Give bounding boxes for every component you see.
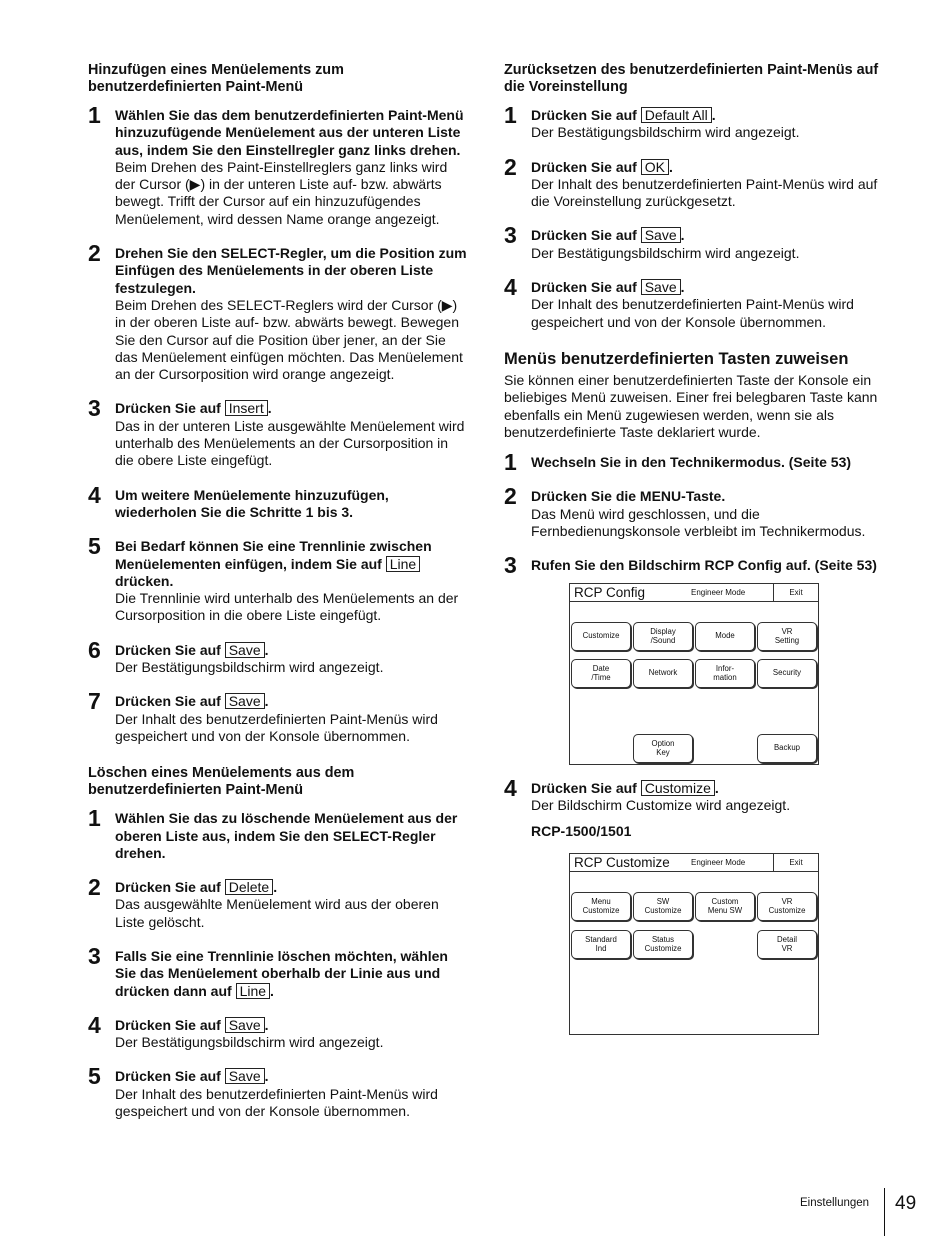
delete-step-3: 3 Falls Sie eine Trennlinie löschen möchten, wählen Sie das Menüelement oberhalb der Linie aus und drücken dann auf Line . xyxy=(88,942,448,999)
backup-button: Backup xyxy=(757,734,817,763)
add-step-1: 1 Wählen Sie das dem benutzerdefinierten Paint-Menü hinzuzufügende Menüelement aus der unteren Liste aus, indem Sie den Einstellregler ganz links drehen. Beim Drehen des Paint-Einstellreglers ganz links wird der Cursor (▶) in der unteren Liste auf- bzw. abwärts bewegt. Trifft der Cursor auf ein hinzuzufügendes Menüelement, wird dessen Name orange angezeigt. xyxy=(88,102,464,227)
assign-step-2: 2 Drücken Sie die MENU-Taste. Das Menü wird geschlossen, und die Fernbedienungskonsole verbleibt im Technikermodus. xyxy=(504,483,866,540)
default-all-button: Default All xyxy=(641,107,712,123)
footer-section-label: Einstellungen xyxy=(800,1197,870,1209)
page-number: 49 xyxy=(895,1193,917,1214)
ok-button: OK xyxy=(641,159,669,175)
network-button: Network xyxy=(633,659,693,688)
mode-button: Mode xyxy=(695,622,755,651)
insert-button: Insert xyxy=(225,400,268,416)
standard-ind-button: Standard Ind xyxy=(571,930,631,959)
status-customize-button: Status Customize xyxy=(633,930,693,959)
display-sound-button: Display /Sound xyxy=(633,622,693,651)
rcp-config-screen xyxy=(569,583,819,765)
sw-customize-button: SW Customize xyxy=(633,892,693,921)
save-button: Save xyxy=(225,1017,265,1033)
delete-step-5: 5 Drücken Sie auf Save . Der Inhalt des benutzerdefinierten Paint-Menüs wird gespeichert und von der Konsole übernommen. xyxy=(88,1063,438,1120)
rcp-customize-screen xyxy=(569,853,819,1035)
reset-step-2: 2 Drücken Sie auf OK . Der Inhalt des benutzerdefinierten Paint-Menüs wird auf die Voreinstellung zurückgesetzt. xyxy=(504,153,878,210)
add-section-title: Hinzufügen eines Menüelements zum benutzerdefinierten Paint-Menü xyxy=(88,62,344,95)
assign-step-4: 4 Drücken Sie auf Customize . Der Bildschirm Customize wird angezeigt. RCP-1500/1501 xyxy=(504,780,886,841)
add-step-7: 7 Drücken Sie auf Save . Der Inhalt des benutzerdefinierten Paint-Menüs wird gespeichert und von der Konsole übernommen. xyxy=(88,688,438,744)
save-button: Save xyxy=(225,642,265,658)
left-column xyxy=(88,62,470,1137)
model-label: RCP-1500/1501 xyxy=(531,823,632,840)
save-button: Save xyxy=(641,279,681,295)
delete-step-1: 1 Wählen Sie das zu löschende Menüelement aus der oberen Liste aus, indem Sie den SELECT-Regler drehen. xyxy=(88,805,458,861)
add-step-5: 5 Bei Bedarf können Sie eine Trennlinie zwischen Menüelementen einfügen, indem Sie auf Line drücken. Die Trennlinie wird unterhalb des Menüelements an der Cursorposition in die obere Liste eingefügt. xyxy=(88,533,459,624)
assign-intro: Sie können einer benutzerdefinierten Taste der Konsole ein beliebiges Menü zuweisen. Einer frei belegbaren Taste kann ebenfalls ein Menü zugewiesen werden, wenn sie als benutzerdefinierte Taste deklariert wurde. xyxy=(504,371,878,440)
add-step-2: 2 Drehen Sie den SELECT-Regler, um die Position zum Einfügen des Menüelements in der oberen Liste festzulegen. Beim Drehen des SELECT-Reglers wird der Cursor (▶) in der oberen Liste auf- bzw. abwärts bewegt. Bewegen Sie den Cursor auf die Position über jener, an der Sie das Menüelement einfügen möchten. Das Menüelement an der Cursorposition wird orange angezeigt. xyxy=(88,240,467,383)
date-time-button: Date /Time xyxy=(571,659,631,688)
vr-customize-button: VR Customize xyxy=(757,892,817,921)
line-button: Line xyxy=(236,983,270,999)
screen-title: RCP Config xyxy=(574,584,646,600)
assign-step-1: 1 Wechseln Sie in den Technikermodus. (Seite 53) xyxy=(504,449,852,476)
exit-button: Exit xyxy=(773,854,818,871)
add-step-3: 3 Drücken Sie auf Insert . Das in der unteren Liste ausgewählte Menüelement wird unterhalb des Menüelements an der Cursorposition in die obere Liste eingefügt. xyxy=(88,395,465,469)
security-button: Security xyxy=(757,659,817,688)
right-column xyxy=(504,62,886,1035)
add-step-6: 6 Drücken Sie auf Save . Der Bestätigungsbildschirm wird angezeigt. xyxy=(88,636,384,676)
engineer-mode-label: Engineer Mode xyxy=(691,587,746,597)
vr-setting-button: VR Setting xyxy=(757,622,817,651)
assign-section-title: Menüs benutzerdefinierten Tasten zuweisen xyxy=(504,349,849,368)
add-step-4: 4 Um weitere Menüelemente hinzuzufügen, wiederholen Sie die Schritte 1 bis 3. xyxy=(88,481,389,520)
delete-step-2: 2 Drücken Sie auf Delete . Das ausgewählte Menüelement wird aus der oberen Liste gelöscht. xyxy=(88,874,439,930)
save-button: Save xyxy=(641,227,681,243)
screen-title: RCP Customize xyxy=(574,854,670,870)
reset-section-title: Zurücksetzen des benutzerdefinierten Paint-Menüs auf die Voreinstellung xyxy=(504,62,879,95)
information-button: Infor- mation xyxy=(695,659,755,688)
customize-button: Customize xyxy=(571,622,631,651)
line-button: Line xyxy=(386,556,420,572)
reset-step-1: 1 Drücken Sie auf Default All . Der Bestätigungsbildschirm wird angezeigt. xyxy=(504,102,800,141)
save-button: Save xyxy=(225,693,265,709)
assign-step-3: 3 Rufen Sie den Bildschirm RCP Config auf. (Seite 53) xyxy=(504,552,877,579)
exit-button: Exit xyxy=(773,584,818,601)
option-key-button: Option Key xyxy=(633,734,693,763)
detail-vr-button: Detail VR xyxy=(757,930,817,959)
footer-divider xyxy=(884,1188,885,1236)
delete-section-title: Löschen eines Menüelements aus dem benutzerdefinierten Paint-Menü xyxy=(88,765,355,799)
customize-button: Customize xyxy=(641,780,715,796)
reset-step-4: 4 Drücken Sie auf Save . Der Inhalt des benutzerdefinierten Paint-Menüs wird gespeichert und von der Konsole übernommen. xyxy=(504,274,854,330)
menu-customize-button: Menu Customize xyxy=(571,892,631,921)
reset-step-3: 3 Drücken Sie auf Save . Der Bestätigungsbildschirm wird angezeigt. xyxy=(504,222,800,261)
delete-step-4: 4 Drücken Sie auf Save . Der Bestätigungsbildschirm wird angezeigt. xyxy=(88,1011,384,1051)
engineer-mode-label: Engineer Mode xyxy=(691,857,746,867)
custom-menu-sw-button: Custom Menu SW xyxy=(695,892,755,921)
delete-button: Delete xyxy=(225,879,273,895)
save-button: Save xyxy=(225,1068,265,1084)
